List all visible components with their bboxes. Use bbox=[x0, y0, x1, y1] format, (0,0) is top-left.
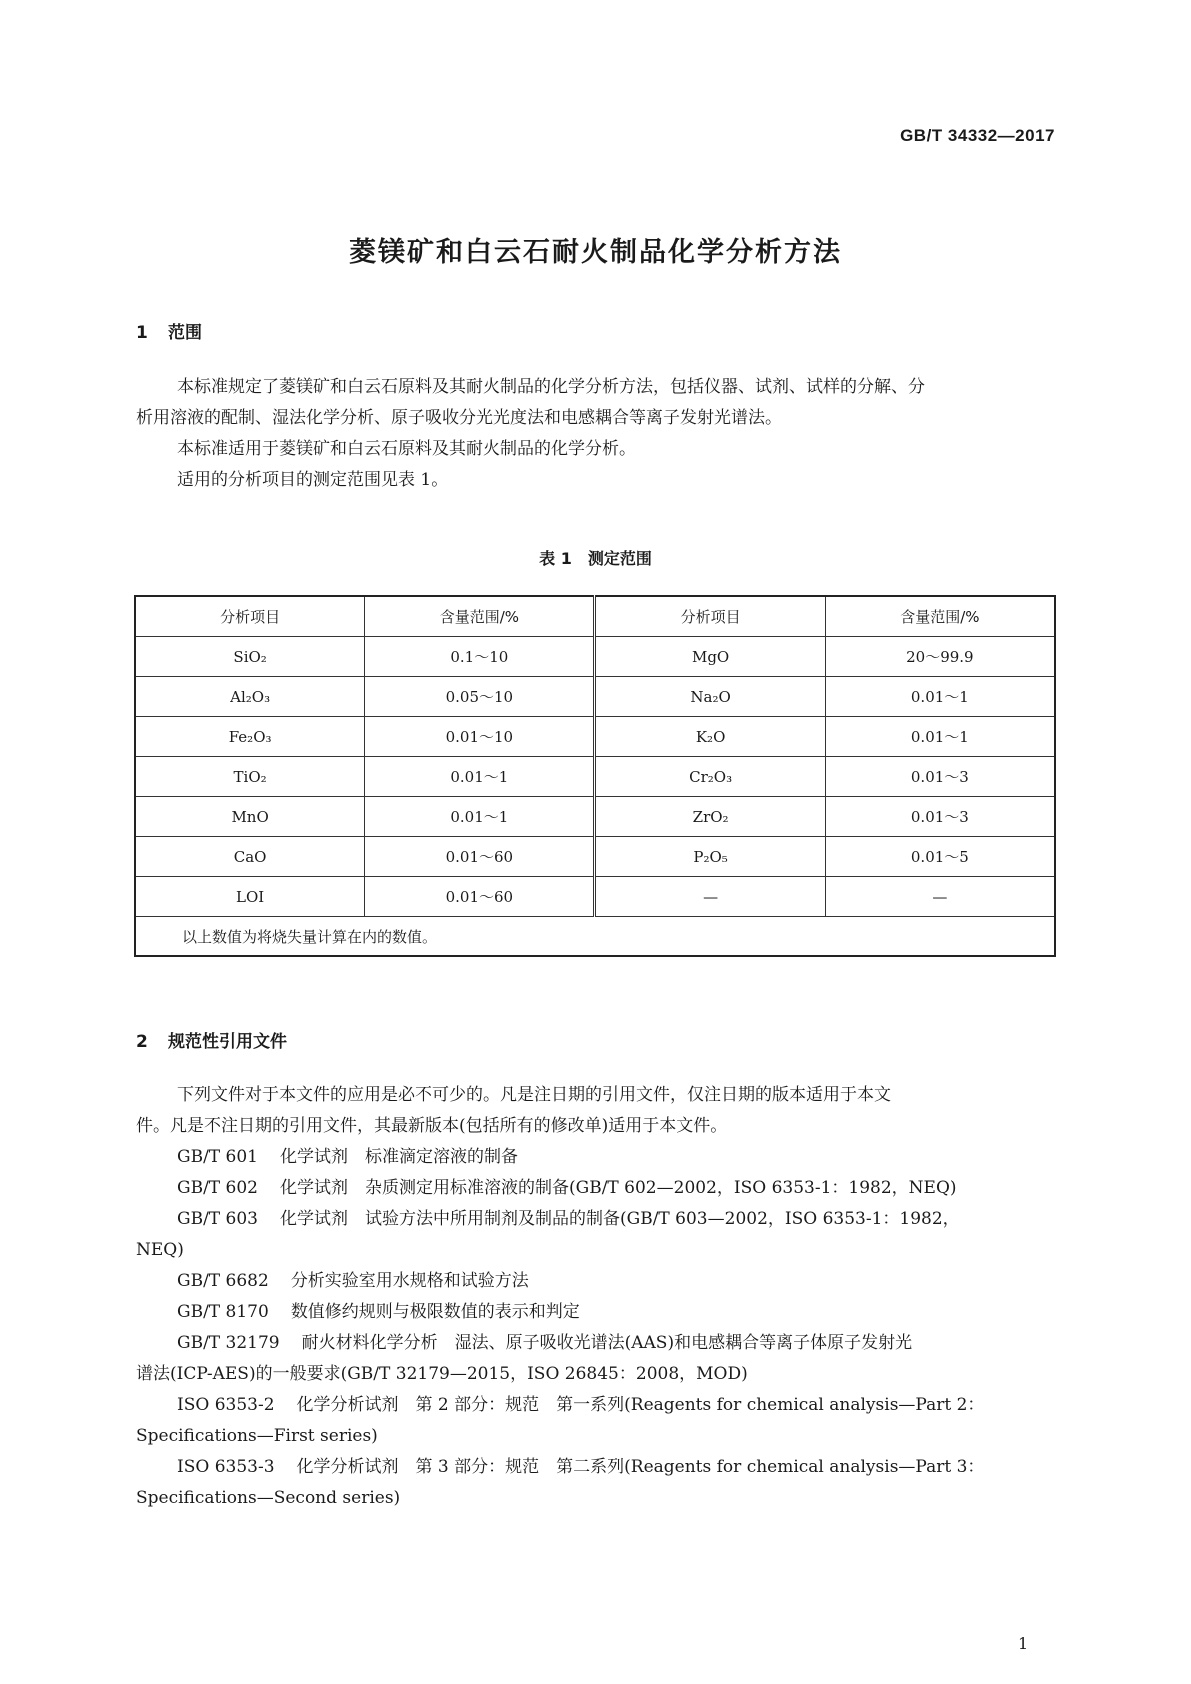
section-2-number: 2 bbox=[136, 1032, 148, 1052]
reference-code: GB/T 32179 bbox=[177, 1333, 280, 1353]
table-cell: ZrO₂ bbox=[595, 797, 825, 837]
references-intro-b: 件。凡是不注日期的引用文件，其最新版本(包括所有的修改单)适用于本文件。 bbox=[136, 1116, 728, 1136]
scope-paragraph-1b: 析用溶液的配制、湿法化学分析、原子吸收分光光度法和电感耦合等离子发射光谱法。 bbox=[136, 408, 782, 428]
header-range-right: 含量范围/% bbox=[825, 596, 1055, 637]
reference-item bbox=[136, 1452, 1056, 1483]
table-cell: K₂O bbox=[595, 717, 825, 757]
table-cell: — bbox=[595, 877, 825, 917]
reference-title: 化学试剂 杂质测定用标准溶液的制备(GB/T 602—2002，ISO 6353-1：1982，NEQ) bbox=[280, 1178, 957, 1198]
reference-item bbox=[136, 1142, 1056, 1173]
table-cell: SiO₂ bbox=[135, 637, 365, 677]
reference-continuation: Specifications—First series) bbox=[136, 1426, 378, 1446]
table-row bbox=[135, 677, 1055, 717]
table-row bbox=[135, 757, 1055, 797]
table-cell: 0.01～1 bbox=[365, 797, 595, 837]
table-cell: 0.01～60 bbox=[365, 837, 595, 877]
table-cell: 0.05～10 bbox=[365, 677, 595, 717]
reference-code: GB/T 8170 bbox=[177, 1302, 269, 1322]
table-row bbox=[135, 637, 1055, 677]
table-1-caption: 表 1 测定范围 bbox=[539, 549, 652, 568]
table-cell: P₂O₅ bbox=[595, 837, 825, 877]
reference-title: 化学分析试剂 第 2 部分：规范 第一系列(Reagents for chemical analysis—Part 2： bbox=[296, 1395, 985, 1415]
reference-item bbox=[136, 1266, 1056, 1297]
header-range-left: 含量范围/% bbox=[365, 596, 595, 637]
reference-item bbox=[136, 1204, 1056, 1235]
table-cell: Al₂O₃ bbox=[135, 677, 365, 717]
reference-item bbox=[136, 1328, 1056, 1359]
table-cell: 0.1～10 bbox=[365, 637, 595, 677]
table-row bbox=[135, 877, 1055, 917]
reference-item bbox=[136, 1173, 1056, 1204]
section-2-body bbox=[136, 1080, 1056, 1514]
section-1-heading bbox=[136, 318, 202, 343]
table-row bbox=[135, 797, 1055, 837]
reference-continuation: Specifications—Second series) bbox=[136, 1488, 401, 1508]
standard-code: GB/T 34332—2017 bbox=[900, 126, 1055, 145]
table-cell: Fe₂O₃ bbox=[135, 717, 365, 757]
table-cell: 20～99.9 bbox=[825, 637, 1055, 677]
section-1-body bbox=[136, 372, 1056, 496]
reference-continuation: 谱法(ICP-AES)的一般要求(GB/T 32179—2015，ISO 26845：2008，MOD) bbox=[136, 1364, 748, 1384]
section-1-number: 1 bbox=[136, 323, 148, 343]
reference-title: 分析实验室用水规格和试验方法 bbox=[290, 1271, 529, 1291]
reference-item bbox=[136, 1297, 1056, 1328]
table-cell: LOI bbox=[135, 877, 365, 917]
reference-code: GB/T 601 bbox=[177, 1147, 258, 1167]
reference-code: GB/T 603 bbox=[177, 1209, 258, 1229]
table-cell: 0.01～60 bbox=[365, 877, 595, 917]
reference-title: 数值修约规则与极限数值的表示和判定 bbox=[290, 1302, 580, 1322]
table-cell: Na₂O bbox=[595, 677, 825, 717]
reference-code: ISO 6353-2 bbox=[177, 1395, 275, 1415]
scope-paragraph-1a: 本标准规定了菱镁矿和白云石原料及其耐火制品的化学分析方法，包括仪器、试剂、试样的分解、分 bbox=[177, 377, 925, 397]
table-cell: 0.01～3 bbox=[825, 797, 1055, 837]
reference-code: ISO 6353-3 bbox=[177, 1457, 275, 1477]
header-item-left: 分析项目 bbox=[135, 596, 365, 637]
table-row bbox=[135, 717, 1055, 757]
table-cell: 0.01～10 bbox=[365, 717, 595, 757]
reference-title: 化学试剂 标准滴定溶液的制备 bbox=[280, 1147, 518, 1167]
scope-paragraph-2: 本标准适用于菱镁矿和白云石原料及其耐火制品的化学分析。 bbox=[177, 439, 636, 459]
table-cell: TiO₂ bbox=[135, 757, 365, 797]
scope-paragraph-3: 适用的分析项目的测定范围见表 1。 bbox=[177, 470, 449, 490]
reference-title: 耐火材料化学分析 湿法、原子吸收光谱法(AAS)和电感耦合等离子体原子发射光 bbox=[301, 1333, 913, 1353]
section-2-title: 规范性引用文件 bbox=[168, 1032, 287, 1052]
table-cell: CaO bbox=[135, 837, 365, 877]
table-note-row bbox=[135, 917, 1055, 957]
table-cell: 0.01～1 bbox=[825, 677, 1055, 717]
reference-title: 化学分析试剂 第 3 部分：规范 第二系列(Reagents for chemical analysis—Part 3： bbox=[296, 1457, 985, 1477]
header-item-right: 分析项目 bbox=[595, 596, 825, 637]
page-number: 1 bbox=[1018, 1634, 1029, 1653]
table-header-row bbox=[135, 596, 1055, 637]
table-cell: 0.01～3 bbox=[825, 757, 1055, 797]
references-intro-a: 下列文件对于本文件的应用是必不可少的。凡是注日期的引用文件，仅注日期的版本适用于本文 bbox=[177, 1085, 891, 1105]
reference-item bbox=[136, 1390, 1056, 1421]
table-cell: 0.01～1 bbox=[825, 717, 1055, 757]
table-cell: 0.01～1 bbox=[365, 757, 595, 797]
measurement-range-table bbox=[134, 595, 1056, 957]
table-cell: — bbox=[825, 877, 1055, 917]
table-row bbox=[135, 837, 1055, 877]
reference-code: GB/T 602 bbox=[177, 1178, 258, 1198]
table-note: 以上数值为将烧失量计算在内的数值。 bbox=[135, 917, 1055, 957]
table-cell: MnO bbox=[135, 797, 365, 837]
section-2-heading bbox=[136, 1027, 287, 1052]
reference-code: GB/T 6682 bbox=[177, 1271, 269, 1291]
reference-title: 化学试剂 试验方法中所用制剂及制品的制备(GB/T 603—2002，ISO 6353-1：1982， bbox=[280, 1209, 960, 1229]
table-cell: 0.01～5 bbox=[825, 837, 1055, 877]
table-cell: MgO bbox=[595, 637, 825, 677]
table-cell: Cr₂O₃ bbox=[595, 757, 825, 797]
section-1-title: 范围 bbox=[168, 323, 202, 343]
document-title: 菱镁矿和白云石耐火制品化学分析方法 bbox=[349, 237, 842, 268]
reference-continuation: NEQ) bbox=[136, 1240, 184, 1260]
